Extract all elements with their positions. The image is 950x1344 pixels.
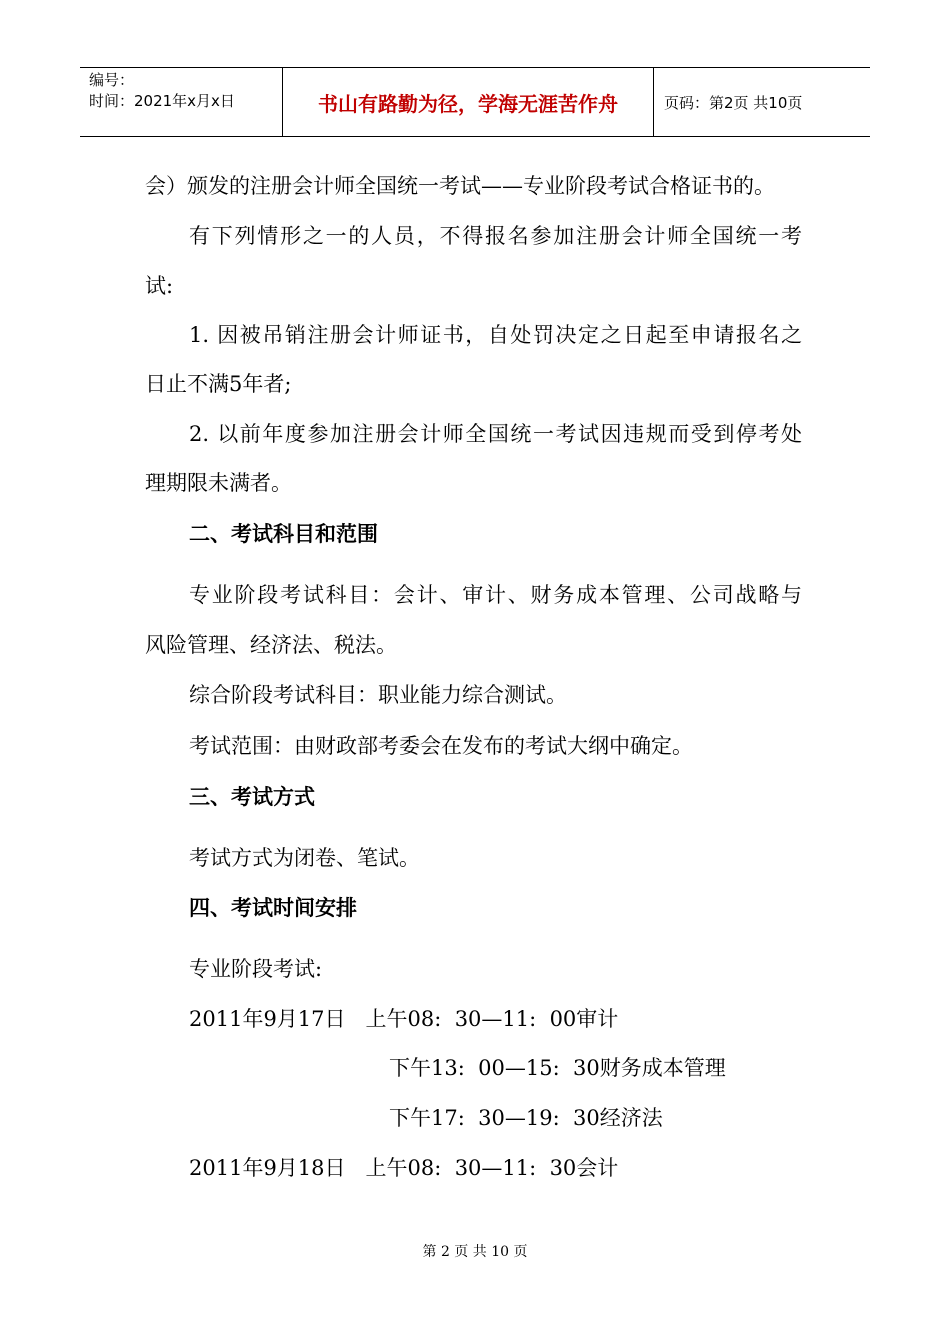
time-label: 时间：2021年x月x日	[89, 92, 235, 110]
header-page-info	[654, 68, 870, 136]
schedule-line: 下午13: 00—15: 30财务成本管理	[389, 1056, 726, 1080]
paragraph-line: 有下列情形之一的人员，不得报名参加注册会计师全国统一考	[189, 224, 802, 248]
paragraph-line: 2. 以前年度参加注册会计师全国统一考试因违规而受到停考处	[189, 422, 802, 446]
schedule-line: 2011年9月18日 上午08: 30—11: 30会计	[189, 1156, 619, 1180]
motto-text: 书山有路勤为径，学海无涯苦作舟	[318, 91, 618, 116]
paragraph-line: 1. 因被吊销注册会计师证书，自处罚决定之日起至申请报名之	[189, 323, 802, 347]
paragraph-line: 理期限未满者。	[145, 471, 292, 495]
paragraph-line: 考试范围：由财政部考委会在发布的考试大纲中确定。	[189, 734, 693, 758]
paragraph-line: 考试方式为闭卷、笔试。	[189, 846, 420, 870]
header-motto	[282, 68, 654, 136]
page-footer	[0, 1242, 950, 1262]
paragraph-line: 专业阶段考试科目：会计、审计、财务成本管理、公司战略与	[189, 583, 802, 607]
schedule-line: 2011年9月17日 上午08: 30—11: 00审计	[189, 1007, 619, 1031]
section-heading: 二、考试科目和范围	[189, 522, 378, 546]
paragraph-line: 风险管理、经济法、税法。	[145, 633, 397, 657]
paragraph-line: 试:	[145, 274, 174, 298]
number-label: 编号：	[89, 71, 135, 89]
page-header	[80, 67, 870, 137]
section-heading: 四、考试时间安排	[189, 896, 357, 920]
header-meta	[80, 68, 282, 136]
paragraph-line: 专业阶段考试:	[189, 957, 323, 981]
paragraph-line: 综合阶段考试科目：职业能力综合测试。	[189, 683, 567, 707]
footer-page-number: 第 2 页 共 10 页	[422, 1244, 528, 1260]
section-heading: 三、考试方式	[189, 785, 315, 809]
paragraph-line: 会）颁发的注册会计师全国统一考试——专业阶段考试合格证书的。	[145, 174, 775, 198]
schedule-line: 下午17: 30—19: 30经济法	[389, 1106, 663, 1130]
paragraph-line: 日止不满5年者;	[145, 372, 292, 396]
page-info-text: 页码：第2页 共10页	[664, 93, 803, 112]
